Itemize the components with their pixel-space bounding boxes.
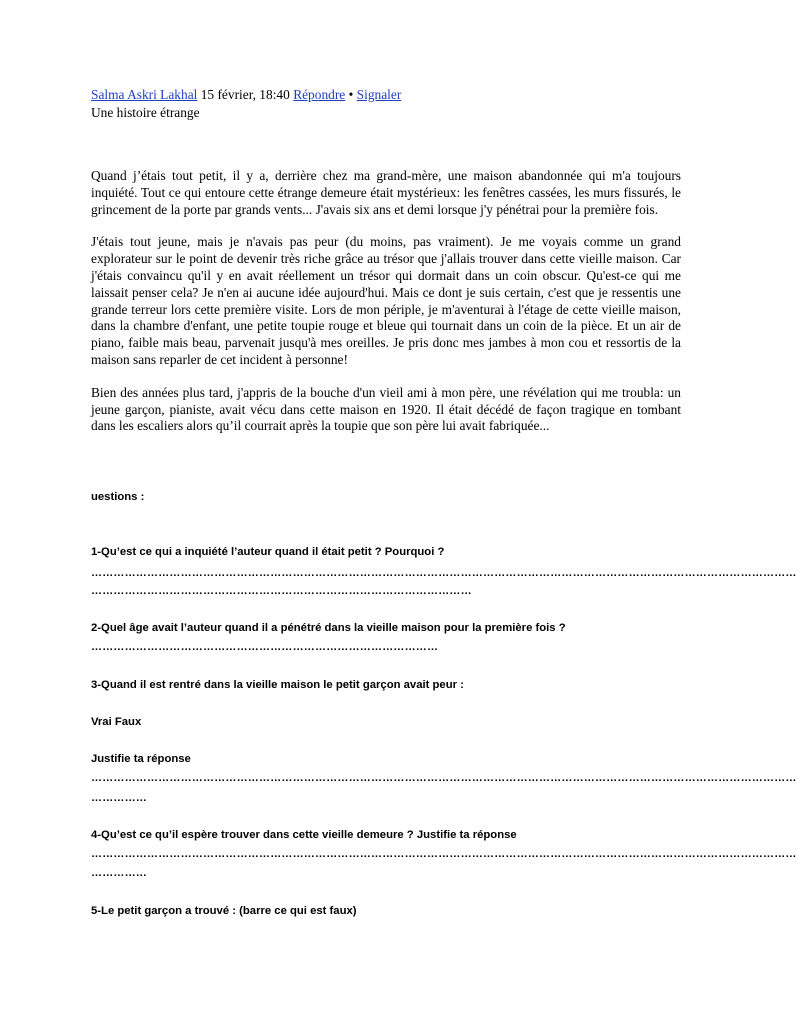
post-date: 15 février, 18:40	[200, 87, 290, 102]
answer-line: ……………	[91, 792, 147, 804]
question-3: 3-Quand il est rentré dans la vieille maison le petit garçon avait peur :	[91, 679, 464, 691]
story-title: Une histoire étrange	[91, 105, 200, 120]
justify-label: Justifie ta réponse	[91, 753, 191, 765]
story-paragraph-3: Bien des années plus tard, j'appris de la bouche d'un vieil ami à mon père, une révélation qui me troubla: un jeune garçon, pianiste, avait vécu dans cette maison en 1920. Il était décédé de façon tragique en tombant dans les escaliers alors qu’il courrait après la toupie que son père lui avait fabriquée...	[91, 384, 681, 434]
questions-heading: uestions :	[91, 491, 145, 503]
report-link[interactable]: Signaler	[356, 87, 402, 102]
answer-line: …………………………………………………………………………………………	[91, 585, 472, 597]
author-link[interactable]: Salma Askri Lakhal	[91, 87, 198, 102]
reply-link[interactable]: Répondre	[293, 87, 346, 102]
separator-bullet: •	[348, 87, 354, 102]
answer-line: ………………………………………………………………………………………………………………………………………………………………………	[91, 567, 797, 579]
story-body	[91, 168, 681, 435]
answer-line: ……………	[91, 867, 147, 879]
story-paragraph-2: J'étais tout jeune, mais je n'avais pas peur (du moins, pas vraiment). Je me voyais comme un grand explorateur sur le point de devenir très riche grâce au trésor que j'allais trouver dans cette vieille maison. Car j'étais convaincu qu'il y en avait réellement un trésor qui dormait dans un coin obscur. Qu'est-ce qui me laissait penser cela? Je n'en ai aucune idée aujourd'hui. Mais ce dont je suis certain, c'est que je ressentis une grande terreur lors cette première visite. Lors de mon périple, je m'aventurai à l'étage de cette vieille maison, dans la chambre d'enfant, une petite toupie rouge et bleue qui tournait dans un coin de la pièce. Et un air de piano, faible mais beau, parvenait jusqu'à mes oreilles. Je pris donc mes jambes à mon cou et ressortis de la maison sans reparler de cet incident à personne!	[91, 234, 681, 367]
question-1: 1-Qu’est ce qui a inquiété l’auteur quand il était petit ? Pourquoi ?	[91, 546, 445, 558]
answer-line: ………………………………………………………………………………………………………………………………………………………………………	[91, 848, 797, 860]
story-paragraph-1: Quand j’étais tout petit, il y a, derrière chez ma grand-mère, une maison abandonnée qui m'a toujours inquiété. Tout ce qui entoure cette étrange demeure était mystérieux: les fenêtres cassées, les murs fissurés, le grincement de la porte par grands vents... J'avais six ans et demi lorsque j'y pénétrai pour la première fois.	[91, 168, 681, 217]
question-2: 2-Quel âge avait l’auteur quand il a pénétré dans la vieille maison pour la première fois ?	[91, 622, 566, 634]
answer-line: ………………………………………………………………………………………………………………………………………………………………………	[91, 772, 797, 784]
post-header	[91, 86, 711, 103]
question-5: 5-Le petit garçon a trouvé : (barre ce qui est faux)	[91, 905, 357, 917]
answer-line: …………………………………………………………………………………	[91, 641, 439, 653]
question-4: 4-Qu’est ce qu’il espère trouver dans cette vieille demeure ? Justifie ta réponse	[91, 829, 517, 841]
true-false-options: Vrai Faux	[91, 716, 142, 728]
